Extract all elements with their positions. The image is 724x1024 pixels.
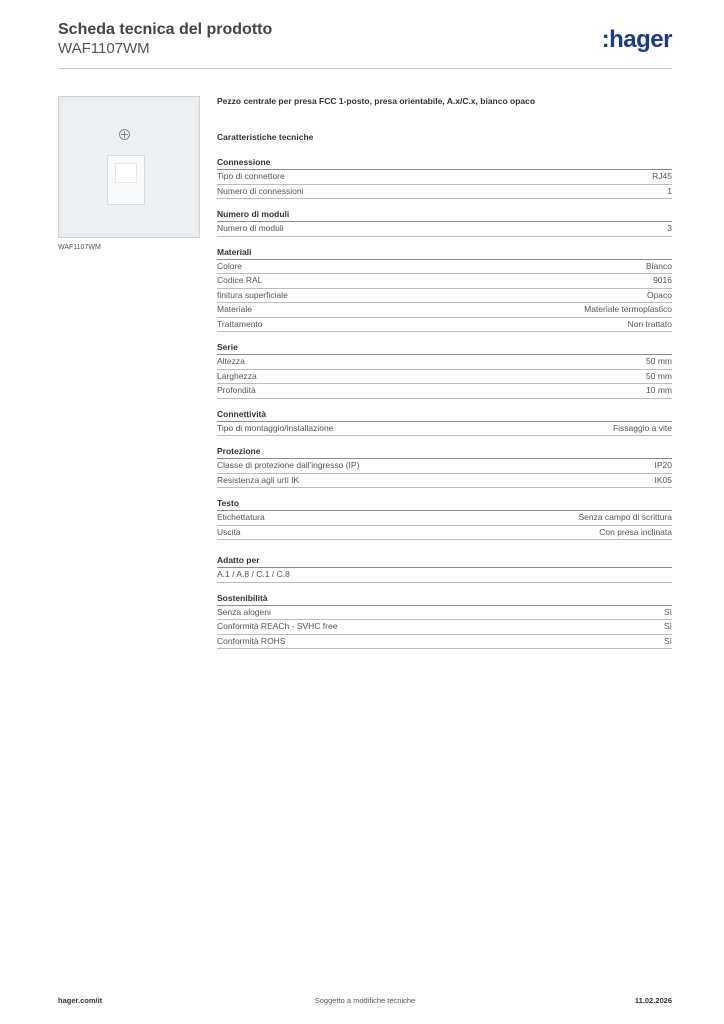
footer-date: 11.02.2026 <box>634 996 672 1005</box>
spec-label: Resistenza agli urti IK <box>217 474 300 485</box>
spec-value: IP20 <box>654 460 672 470</box>
section-heading: Sostenibilità <box>217 592 672 606</box>
section-sostenibilita <box>217 592 672 650</box>
section-testo <box>217 497 672 540</box>
spec-value: 3 <box>667 223 672 233</box>
characteristics-title: Caratteristiche tecniche <box>217 132 314 142</box>
section-heading: Protezione <box>217 445 672 459</box>
spec-label: Classe di protezione dall'ingresso (IP) <box>217 460 360 470</box>
spec-label: Trattamento <box>217 318 263 329</box>
spec-value: Materiale termoplastico <box>584 304 672 314</box>
footer-note: Soggetto a modifiche tecniche <box>314 996 416 1005</box>
spec-row <box>217 526 672 541</box>
page-header <box>58 20 672 68</box>
spec-value: 9016 <box>653 275 672 285</box>
spec-row <box>217 384 672 399</box>
spec-value: Fissaggio a vite <box>612 422 672 433</box>
spec-value: Bianco <box>646 260 672 271</box>
header-divider <box>58 68 672 69</box>
spec-row <box>217 303 672 318</box>
spec-row <box>217 355 672 370</box>
spec-row <box>217 606 672 621</box>
section-connessione <box>217 156 672 199</box>
section-connettivita <box>217 408 672 437</box>
spec-label: Colore <box>217 260 243 271</box>
spec-row <box>217 185 672 200</box>
spec-content <box>217 94 672 658</box>
spec-label: finitura superficiale <box>217 289 288 300</box>
spec-label: Conformità ROHS <box>217 635 286 646</box>
screw-icon <box>119 129 130 140</box>
section-materiali <box>217 246 672 333</box>
spec-row <box>217 635 672 650</box>
spec-value: Senza campo di scrittura <box>578 512 672 522</box>
hager-logo: :hager <box>601 26 672 53</box>
section-protezione <box>217 445 672 488</box>
spec-label: Tipo di montaggio/installazione <box>217 422 334 433</box>
page-title: Scheda tecnica del prodotto <box>58 21 273 38</box>
section-heading: Materiali <box>217 246 672 260</box>
spec-value: Sì <box>663 606 672 617</box>
spec-row <box>217 474 672 489</box>
section-moduli <box>217 208 672 237</box>
spec-value: 10 mm <box>646 385 672 395</box>
rj45-port <box>115 163 137 183</box>
section-heading: Adatto per <box>217 554 672 568</box>
spec-label: Tipo di connettore <box>217 171 285 181</box>
section-serie <box>217 341 672 399</box>
spec-value: RJ45 <box>652 171 672 181</box>
section-heading: Testo <box>217 497 672 511</box>
spec-value: 1 <box>667 185 672 196</box>
spec-row <box>217 459 672 474</box>
spec-row <box>217 511 672 526</box>
spec-value: 50 mm <box>646 356 672 366</box>
footer-website[interactable]: hager.com/it <box>58 996 103 1005</box>
section-heading: Serie <box>217 341 672 355</box>
section-heading: Numero di moduli <box>217 208 672 222</box>
spec-value: Con presa inclinata <box>599 526 672 537</box>
spec-value: 50 mm <box>646 370 672 381</box>
spec-row <box>217 370 672 385</box>
spec-label: Materiale <box>217 304 252 314</box>
spec-row <box>217 289 672 304</box>
spec-row <box>217 422 672 437</box>
spec-label: Numero di connessioni <box>217 185 304 196</box>
spec-label: Altezza <box>217 356 245 366</box>
spec-label: Conformità REACh - SVHC free <box>217 621 338 631</box>
section-adatto-per <box>217 554 672 583</box>
product-code: WAF1107WM <box>58 40 150 57</box>
spec-value: Sì <box>663 621 672 631</box>
spec-row <box>217 274 672 289</box>
spec-value: Sì <box>663 635 672 646</box>
section-heading: Connessione <box>217 156 672 170</box>
spec-label: Larghezza <box>217 370 257 381</box>
spec-row <box>217 620 672 635</box>
spec-label: Uscita <box>217 526 241 537</box>
spec-label: Senza alogeni <box>217 606 271 617</box>
spec-value: Opaco <box>646 289 672 300</box>
section-heading: Connettività <box>217 408 672 422</box>
spec-row <box>217 170 672 185</box>
spec-label: Numero di moduli <box>217 223 284 233</box>
spec-row <box>217 318 672 333</box>
spec-value: IK05 <box>654 474 672 485</box>
spec-value: Non trattato <box>627 318 672 329</box>
compatible-series: A.1 / A.8 / C.1 / C.8 <box>217 568 672 583</box>
spec-label: Etichettatura <box>217 512 265 522</box>
spec-label: Codice RAL <box>217 275 263 285</box>
spec-label: Profondità <box>217 385 256 395</box>
spec-row <box>217 260 672 275</box>
product-image <box>58 96 200 238</box>
image-caption: WAF1107WM <box>58 244 101 251</box>
spec-row <box>217 222 672 237</box>
product-description: Pezzo centrale per presa FCC 1-posto, presa orientabile, A.x/C.x, bianco opaco <box>217 96 536 106</box>
